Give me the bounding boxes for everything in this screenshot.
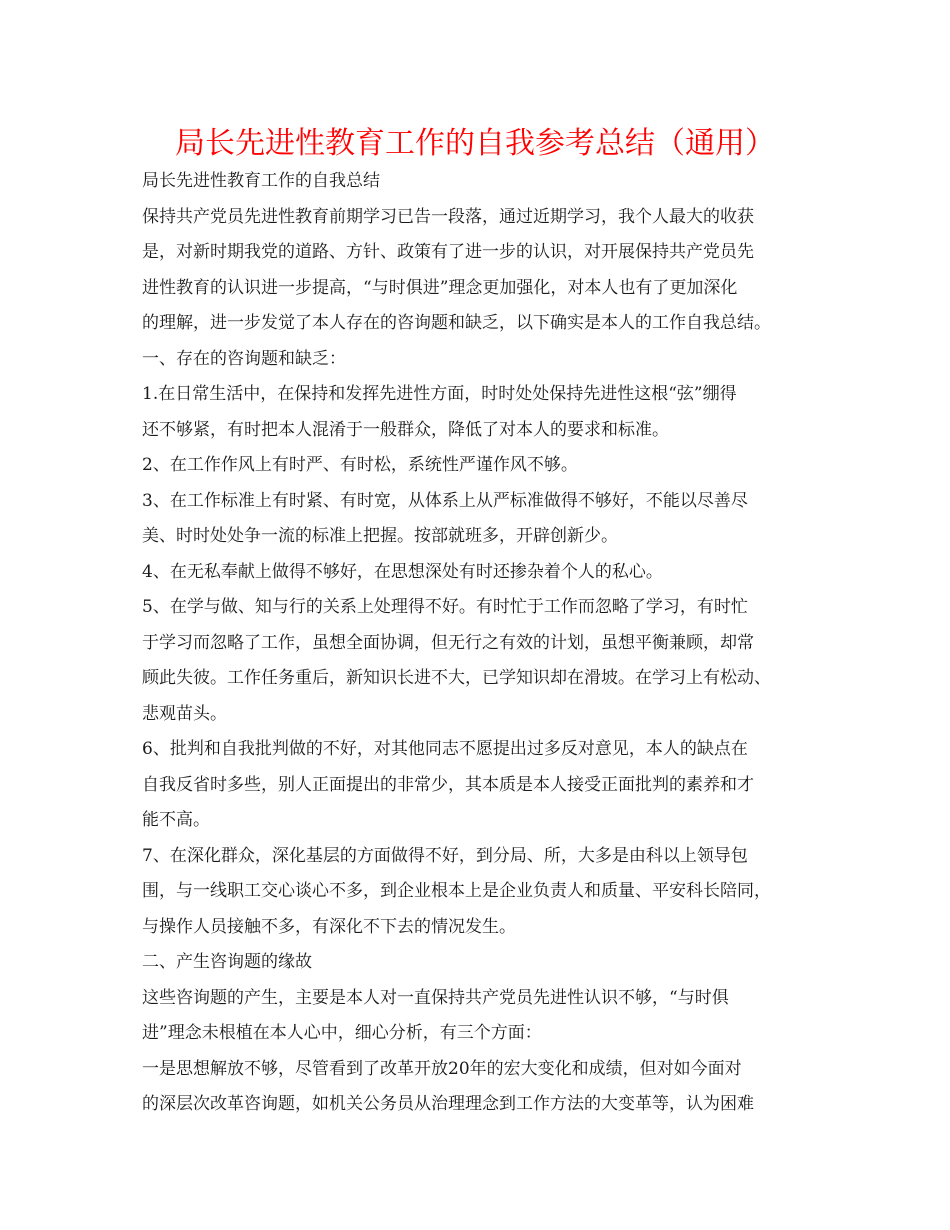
paragraph-line: 围，与一线职工交心谈心不多，到企业根本上是企业负责人和质量、平安科长陪同， bbox=[142, 881, 771, 901]
paragraph-line: 3、在工作标准上有时紧、有时宽，从体系上从严标准做得不够好，不能以尽善尽 bbox=[142, 490, 748, 511]
paragraph-line: 还不够紧，有时把本人混淆于一般群众，降低了对本人的要求和标准。 bbox=[142, 419, 669, 440]
paragraph-line: 2、在工作作风上有时严、有时松，系统性严谨作风不够。 bbox=[142, 455, 578, 475]
paragraph-line: 进”理念未根植在本人心中，细心分析，有三个方面： bbox=[142, 1023, 542, 1043]
paragraph-line: 二、产生咨询题的缘故 bbox=[142, 952, 312, 972]
paragraph-line: 的深层次改革咨询题，如机关公务员从治理理念到工作方法的大变革等，认为困难 bbox=[142, 1094, 754, 1114]
document-title: 局长先进性教育工作的自我参考总结（通用） bbox=[175, 126, 775, 161]
paragraph-line: 悲观苗头。 bbox=[142, 703, 227, 724]
paragraph-line: 1.在日常生活中，在保持和发挥先进性方面，时时处处保持先进性这根“弦”绷得 bbox=[142, 384, 737, 404]
paragraph-line: 7、在深化群众，深化基层的方面做得不好，到分局、所，大多是由科以上领导包 bbox=[142, 845, 748, 866]
paragraph-line: 保持共产党员先进性教育前期学习已告一段落，通过近期学习，我个人最大的收获 bbox=[142, 206, 754, 227]
paragraph-line: 5、在学与做、知与行的关系上处理得不好。有时忙于工作而忽略了学习，有时忙 bbox=[142, 597, 748, 617]
paragraph-line: 一、存在的咨询题和缺乏： bbox=[142, 348, 346, 369]
paragraph-line: 于学习而忽略了工作，虽想全面协调，但无行之有效的计划，虽想平衡兼顾，却常 bbox=[142, 632, 754, 653]
paragraph-line: 与操作人员接触不多，有深化不下去的情况发生。 bbox=[142, 916, 516, 937]
paragraph-line: 6、批判和自我批判做的不好，对其他同志不愿提出过多反对意见，本人的缺点在 bbox=[142, 739, 748, 759]
paragraph-line: 是，对新时期我党的道路、方针、政策有了进一步的认识，对开展保持共产党员先 bbox=[142, 242, 754, 262]
paragraph-line: 美、时时处处争一流的标准上把握。按部就班多，开辟创新少。 bbox=[142, 526, 618, 546]
document-subtitle: 局长先进性教育工作的自我总结 bbox=[142, 171, 380, 191]
paragraph-line: 顾此失彼。工作任务重后，新知识长进不大，已学知识却在滑坡。在学习上有松动、 bbox=[142, 668, 771, 688]
paragraph-line: 进性教育的认识进一步提高，“与时俱进”理念更加强化，对本人也有了更加深化 bbox=[142, 277, 738, 298]
document-body bbox=[142, 164, 812, 1123]
paragraph-line: 能不高。 bbox=[142, 810, 210, 830]
paragraph-line: 这些咨询题的产生，主要是本人对一直保持共产党员先进性认识不够，“与时俱 bbox=[142, 987, 729, 1008]
paragraph-line: 自我反省时多些，别人正面提出的非常少，其本质是本人接受正面批判的素养和才 bbox=[142, 774, 754, 795]
paragraph-line: 的理解，进一步发觉了本人存在的咨询题和缺乏，以下确实是本人的工作自我总结。 bbox=[142, 313, 771, 333]
paragraph-line: 4、在无私奉献上做得不够好，在思想深处有时还掺杂着个人的私心。 bbox=[142, 561, 663, 582]
paragraph-line: 一是思想解放不够，尽管看到了改革开放20年的宏大变化和成绩，但对如今面对 bbox=[142, 1058, 742, 1079]
